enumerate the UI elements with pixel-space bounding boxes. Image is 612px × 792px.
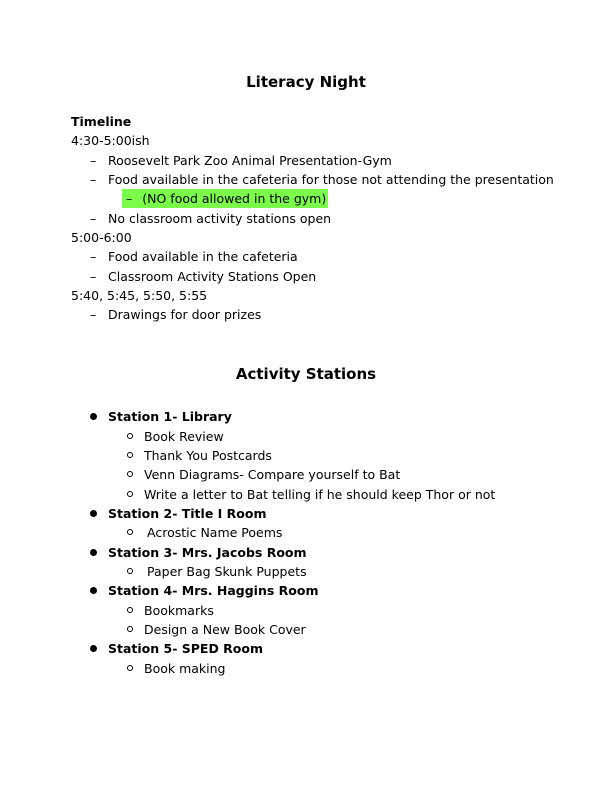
page-title: Literacy Night — [246, 73, 366, 91]
circle-bullet-icon — [127, 568, 133, 574]
station-sub-item: Thank You Postcards — [144, 448, 272, 463]
station-sub-item: Book making — [144, 661, 226, 676]
bullet-icon — [90, 549, 97, 556]
station-sub-item: Bookmarks — [144, 603, 214, 618]
station-name: Station 5- SPED Room — [108, 641, 264, 656]
circle-bullet-icon — [127, 665, 133, 671]
bullet-icon — [90, 413, 97, 420]
dash-marker: – — [90, 211, 97, 226]
circle-bullet-icon — [127, 491, 133, 497]
station-name: Station 2- Title I Room — [108, 506, 267, 521]
station-sub-item: Write a letter to Bat telling if he should keep Thor or not — [144, 487, 496, 502]
station-sub-item: Book Review — [144, 429, 224, 444]
dash-marker: – — [90, 249, 97, 264]
timeline-item: Food available in the cafeteria — [108, 249, 298, 264]
bullet-icon — [90, 587, 97, 594]
circle-bullet-icon — [127, 626, 133, 632]
timeline-item: Classroom Activity Stations Open — [108, 269, 317, 284]
station-sub-item: Design a New Book Cover — [144, 622, 306, 637]
timeline-time-3: 5:40, 5:45, 5:50, 5:55 — [71, 288, 208, 303]
timeline-subnote — [122, 189, 328, 208]
dash-marker: – — [90, 172, 97, 187]
timeline-heading: Timeline — [71, 114, 132, 129]
station-sub-item: Acrostic Name Poems — [147, 525, 283, 540]
station-sub-item: Venn Diagrams- Compare yourself to Bat — [144, 467, 401, 482]
circle-bullet-icon — [127, 607, 133, 613]
dash-marker: – — [126, 191, 133, 206]
timeline-item: No classroom activity stations open — [108, 211, 332, 226]
timeline-item: Roosevelt Park Zoo Animal Presentation-Gym — [108, 153, 392, 168]
timeline-item: Food available in the cafeteria for those not attending the presentation — [108, 172, 554, 187]
station-name: Station 3- Mrs. Jacobs Room — [108, 545, 307, 560]
circle-bullet-icon — [127, 433, 133, 439]
timeline-item: Drawings for door prizes — [108, 307, 262, 322]
bullet-icon — [90, 645, 97, 652]
timeline-time-2: 5:00-6:00 — [71, 230, 132, 245]
dash-marker: – — [90, 307, 97, 322]
station-sub-item: Paper Bag Skunk Puppets — [147, 564, 307, 579]
station-name: Station 1- Library — [108, 409, 232, 424]
circle-bullet-icon — [127, 452, 133, 458]
station-name: Station 4- Mrs. Haggins Room — [108, 583, 319, 598]
timeline-subnote-text: (NO food allowed in the gym) — [142, 191, 327, 206]
dash-marker: – — [90, 153, 97, 168]
circle-bullet-icon — [127, 529, 133, 535]
circle-bullet-icon — [127, 471, 133, 477]
dash-marker: – — [90, 269, 97, 284]
timeline-time-1: 4:30-5:00ish — [71, 133, 150, 148]
activity-heading: Activity Stations — [235, 365, 377, 383]
bullet-icon — [90, 510, 97, 517]
